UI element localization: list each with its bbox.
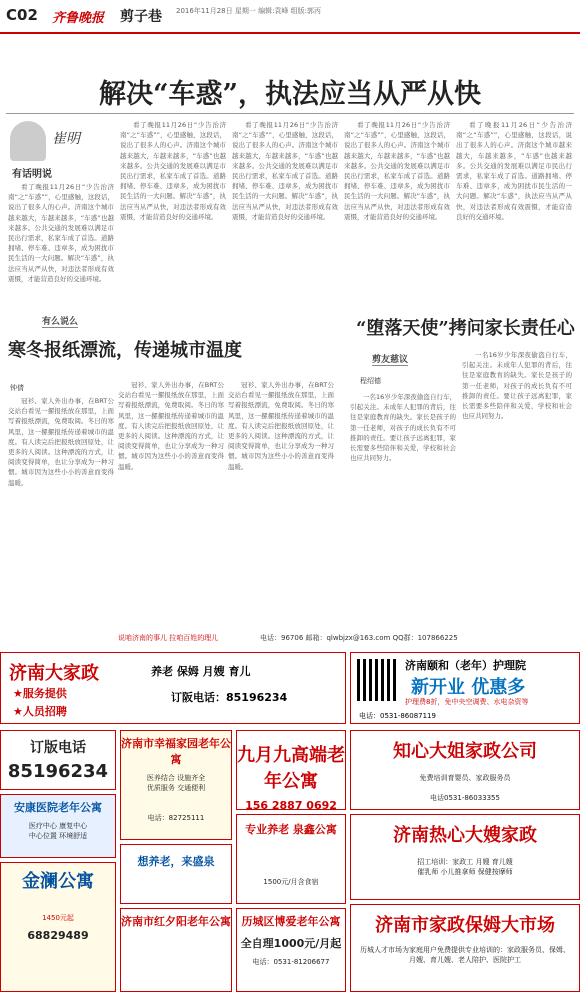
ad-shengquan: 想养老，来盛泉: [120, 844, 232, 904]
column-tag: 有话明说: [12, 169, 52, 180]
page-number: C02: [6, 6, 38, 24]
ad-xingfu-jiayuan: 济南市幸福家园老年公寓 医养结合 设施齐全 优质服务 交通便利 电话：82725111: [120, 730, 232, 840]
page-header: [0, 0, 580, 34]
author-signature: 崔明: [52, 131, 80, 147]
footer-slogan: 说咱济南的事儿 拉咱百姓的理儿: [118, 634, 219, 642]
ad-ankang: 安康医院老年公寓 医疗中心 康复中心 中心位置 环境舒适: [0, 794, 116, 858]
story2-text-col: 冠衫、家人外出办事，在BRT公交站台看见一摞报纸放在那里，上面写着报纸漂流，免费取阅。冬日的寒风里，这一摞摞报纸传递着城市的温度。有人读完后把报纸放回原处，让更多的人阅读。这种漂流的方式，让阅读变得简单，也让分享成为一种习惯。城市因为这些小小的善意而变得温暖。: [118, 381, 224, 471]
author-portrait: [10, 121, 46, 161]
lead-text-col: 看了晚报11月26日“少告治济南“之“车惑””，心里感触，这段话，说出了很多人的心声。济南这个城市越来越大，车越来越多，“车惑”也越来越多。公共交通的发展难以满足市民出行需求，私家车成了首选。道路拥堵、停车难、违章多，成为困扰市民生活的一大问题。解决“车惑”，执法应当从严从快，对违法者形成有效震慑，才能营造良好的交通环境。: [120, 121, 226, 221]
story3-kicker: 剪友慈议: [372, 352, 408, 366]
story3-text-col: 一名16岁少年深夜偷盗自行车，引起关注。未成年人犯罪的背后，往往是家庭教育的缺失。家长是孩子的第一任老师，对孩子的成长负有不可推卸的责任。要让孩子远离犯罪，家长需要多些陪伴和关爱，学校和社会也应共同努力。: [350, 393, 456, 463]
ad-section: [0, 650, 580, 995]
story2-kicker: 有么说么: [42, 314, 78, 328]
ad-quanxin: 专业养老 泉鑫公寓 1500元/月含食宿: [236, 814, 346, 904]
lead-headline: 解决“车惑”，执法应当从严从快: [98, 79, 482, 110]
ad-boai: 历城区博爱老年公寓 全自理1000元/月起 电话：0531-81206677: [236, 908, 346, 992]
lead-text-col: 看了晚报11月26日“少告治济南“之“车惑””，心里感触，这段话，说出了很多人的心声。济南这个城市越来越大，车越来越多，“车惑”也越来越多。公共交通的发展难以满足市民出行需求，私家车成了首选。道路拥堵、停车难、违章多，成为困扰市民生活的一大问题。解决“车惑”，执法应当从严从快，对违法者形成有效震慑，才能营造良好的交通环境。: [344, 121, 450, 221]
ad-jinan-dajiazheng: 济南大家政 养老 保姆 月嫂 育儿 ★服务提供 ★人员招聘 订阪电话：85196234: [0, 652, 346, 724]
ad-baomu-market: 济南市家政保姆大市场 历城人才市场为家庭用户免费提供专业培训的：家政服务员、保姆、月嫂、育儿嫂、老人陪护、医院护工: [350, 904, 580, 992]
ad-jinlan: 金澜公寓 1450元起 68829489: [0, 862, 116, 992]
ad-zhixin-dajie: 知心大姐家政公司 免费培训育婴员、家政服务员 电话0531-86033355: [350, 730, 580, 810]
lead-text-col: 看了晚报11月26日“少告治济南“之“车惑””，心里感触，这段话，说出了很多人的心声。济南这个城市越来越大，车越来越多，“车惑”也越来越多。公共交通的发展难以满足市民出行需求，私家车成了首选。道路拥堵、停车难、违章多，成为困扰市民生活的一大问题。解决“车惑”，执法应当从严从快，对违法者形成有效震慑，才能营造良好的交通环境。: [8, 183, 114, 283]
ad-subscription: 订版电话 85196234: [0, 730, 116, 790]
story2-text-col: 冠衫、家人外出办事，在BRT公交站台看见一摞报纸放在那里，上面写着报纸漂流，免费取阅。冬日的寒风里，这一摞摞报纸传递着城市的温度。有人读完后把报纸放回原处，让更多的人阅读。这种漂流的方式，让阅读变得简单，也让分享成为一种习惯。城市因为这些小小的善意而变得温暖。: [228, 381, 334, 471]
brand-logo: 齐鲁晚报: [52, 11, 105, 26]
section-title: 剪子巷: [120, 9, 162, 25]
ad-yihe-nursing: 济南颐和（老年）护理院 新开业 优惠多 护理费8折，免中央空调费、水电杂资等 电话：0531-86087119: [350, 652, 580, 724]
footer-contact: 电话：96706 邮箱：qlwbjzx@163.com QQ群：107866225: [260, 634, 458, 642]
story3-headline: “堕落天使”拷问家长责任心: [356, 318, 575, 339]
qr-code: [357, 659, 399, 701]
divider: [6, 113, 574, 114]
ad-jiuyuejiu: 九月九高端老年公寓 156 2887 0692: [236, 730, 346, 810]
lead-text-col: 看了晚报11月26日“少告治济南“之“车惑””，心里感触，这段话，说出了很多人的心声。济南这个城市越来越大，车越来越多，“车惑”也越来越多。公共交通的发展难以满足市民出行需求，私家车成了首选。道路拥堵、停车难、违章多，成为困扰市民生活的一大问题。解决“车惑”，执法应当从严从快，对违法者形成有效震慑，才能营造良好的交通环境。: [232, 121, 338, 221]
ad-hongxiyang: 济南市红夕阳老年公寓: [120, 908, 232, 992]
story2-byline: 钟倩: [10, 384, 24, 392]
story2-text-col: 冠衫、家人外出办事，在BRT公交站台看见一摞报纸放在那里，上面写着报纸漂流，免费取阅。冬日的寒风里，这一摞摞报纸传递着城市的温度。有人读完后把报纸放回原处，让更多的人阅读。这种漂流的方式，让阅读变得简单，也让分享成为一种习惯。城市因为这些小小的善意而变得温暖。: [8, 397, 114, 487]
story3-byline: 程绍德: [360, 377, 381, 385]
issue-meta: 2016年11月28日 星期一 编辑:袁峰 组版:郭丙: [176, 7, 322, 15]
ad-rexin-dasao: 济南热心大嫂家政 招工培训：家政工 月嫂 育儿嫂 催乳师 小儿推拿师 保健按摩师: [350, 814, 580, 900]
lead-text-col: 看了晚报11月26日“少告治济南“之“车惑””，心里感触，这段话，说出了很多人的心声。济南这个城市越来越大，车越来越多，“车惑”也越来越多。公共交通的发展难以满足市民出行需求，私家车成了首选。道路拥堵、停车难、违章多，成为困扰市民生活的一大问题。解决“车惑”，执法应当从严从快，对违法者形成有效震慑，才能营造良好的交通环境。: [456, 121, 572, 221]
story2-headline: 寒冬报纸漂流，传递城市温度: [8, 340, 242, 361]
story3-text-col: 一名16岁少年深夜偷盗自行车，引起关注。未成年人犯罪的背后，往往是家庭教育的缺失。家长是孩子的第一任老师，对孩子的成长负有不可推卸的责任。要让孩子远离犯罪，家长需要多些陪伴和关爱，学校和社会也应共同努力。: [462, 351, 572, 421]
